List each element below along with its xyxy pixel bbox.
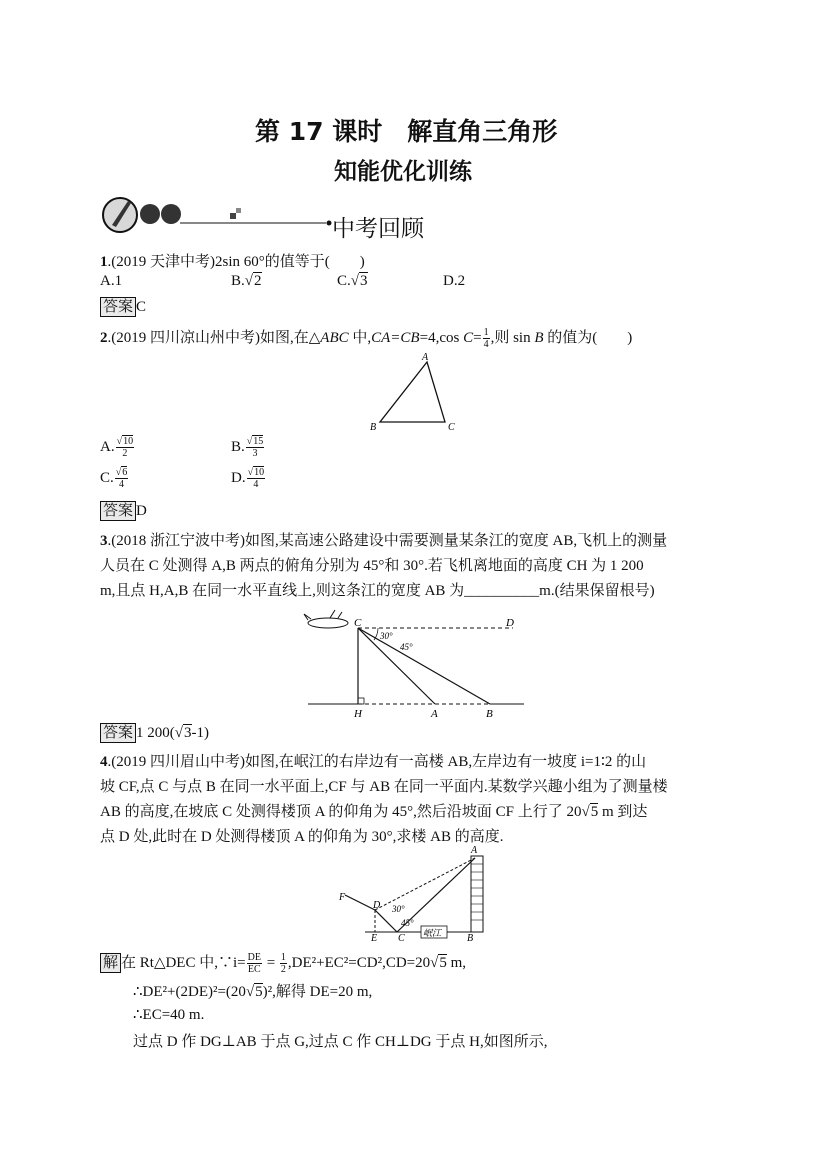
- question-2: 2.(2019 四川凉山州中考)如图,在△ABC 中,CA=CB=4,cos C= $\frac{1}{4}$ ,则 sin B 的值为( ): [100, 327, 633, 351]
- label-a: A: [431, 708, 438, 720]
- label-c: C: [354, 617, 362, 629]
- q1-option-c: C.√3: [337, 273, 368, 289]
- solution-label: 解: [100, 953, 121, 973]
- q2-answer: 答案 D: [100, 501, 147, 521]
- label-a: A: [471, 845, 478, 856]
- q1-option-a: A.1: [100, 273, 123, 289]
- airplane-icon: [304, 610, 348, 628]
- q3-plane-river-figure: [298, 604, 528, 720]
- question-3-line-1: 3.(2018 浙江宁波中考)如图,某高速公路建设中需要测量某条江的宽度 AB,飞机上的测量: [100, 533, 668, 549]
- solution-line-2: ∴DE²+(2DE)²=(20√5)²,解得 DE=20 m,: [133, 984, 373, 1000]
- q4-building-slope-figure: [335, 840, 495, 944]
- answer-label: 答案: [100, 297, 136, 317]
- triangle-abc: [380, 362, 445, 422]
- label-a: A: [422, 352, 429, 363]
- solution-line-4: 过点 D 作 DG⊥AB 于点 G,过点 C 作 CH⊥DG 于点 H,如图所示,: [133, 1034, 548, 1050]
- label-b: B: [370, 422, 377, 433]
- q1-answer: 答案 C: [100, 297, 146, 317]
- q2-option-c: C. $\frac{√6}{4}$: [100, 467, 128, 490]
- question-4-line-1: 4.(2019 四川眉山中考)如图,在岷江的右岸边有一高楼 AB,左岸边有一坡度 i=1∶2 的山: [100, 754, 647, 770]
- page-subtitle: 知能优化训练: [334, 159, 472, 185]
- section-title: 中考回顾: [332, 216, 424, 242]
- q1-text: .(2019 天津中考)2sin 60°的值等于( ): [107, 254, 365, 270]
- question-4-line-4: 点 D 处,此时在 D 处测得楼顶 A 的仰角为 30°,求楼 AB 的高度.: [100, 829, 504, 845]
- question-4-line-3: AB 的高度,在坡底 C 处测得楼顶 A 的仰角为 45°,然后沿坡面 CF 上行了 20√5 m 到达: [100, 804, 648, 820]
- label-e: E: [371, 933, 378, 944]
- solution-line-1: 解 在 Rt△DEC 中,∵i= $\frac{DE}{EC}$ = $\frac{1}{2}$ ,DE²+EC²=CD²,CD=20√5 m,: [100, 951, 466, 975]
- q2-option-d: D. $\frac{√10}{4}$: [231, 467, 265, 490]
- q1-option-d: D.2: [443, 273, 466, 289]
- label-d: D: [506, 617, 514, 629]
- building-ab: [471, 856, 483, 932]
- q1-option-b: B.√2: [231, 273, 262, 289]
- label-c: C: [398, 933, 405, 944]
- q2-option-b: B. $\frac{√15}{3}$: [231, 436, 264, 459]
- label-b: B: [467, 933, 474, 944]
- river-label: 岷江: [423, 928, 442, 938]
- label-b: B: [486, 708, 493, 720]
- angle-30-label: 30°: [392, 904, 405, 914]
- angle-30-label: 30°: [380, 631, 393, 641]
- q3-answer: 答案 1 200(√3-1): [100, 723, 209, 743]
- question-4-line-2: 坡 CF,点 C 与点 B 在同一水平面上,CF 与 AB 在同一平面内.某数学兴趣小组为了测量楼: [100, 779, 668, 795]
- label-f: F: [339, 892, 346, 903]
- q2-option-a: A. $\frac{√10}{2}$: [100, 436, 134, 459]
- question-3-line-3: m,且点 H,A,B 在同一水平直线上,则这条江的宽度 AB 为__________m.(结果保留根号): [100, 583, 655, 599]
- label-c: C: [448, 422, 455, 433]
- solution-line-3: ∴EC=40 m.: [133, 1007, 205, 1023]
- label-d: D: [373, 900, 381, 911]
- question-3-line-2: 人员在 C 处测得 A,B 两点的俯角分别为 45°和 30°.若飞机离地面的高度 CH 为 1 200: [100, 558, 644, 574]
- q2-triangle-figure: [365, 350, 465, 434]
- angle-45-label: 45°: [401, 918, 414, 928]
- label-h: H: [354, 708, 362, 720]
- page-title: 第 17 课时 解直角三角形: [255, 117, 558, 146]
- angle-45-label: 45°: [400, 642, 413, 652]
- q1-number: 1: [100, 254, 108, 270]
- question-1: [100, 250, 365, 271]
- section-banner-graphic: [100, 193, 340, 239]
